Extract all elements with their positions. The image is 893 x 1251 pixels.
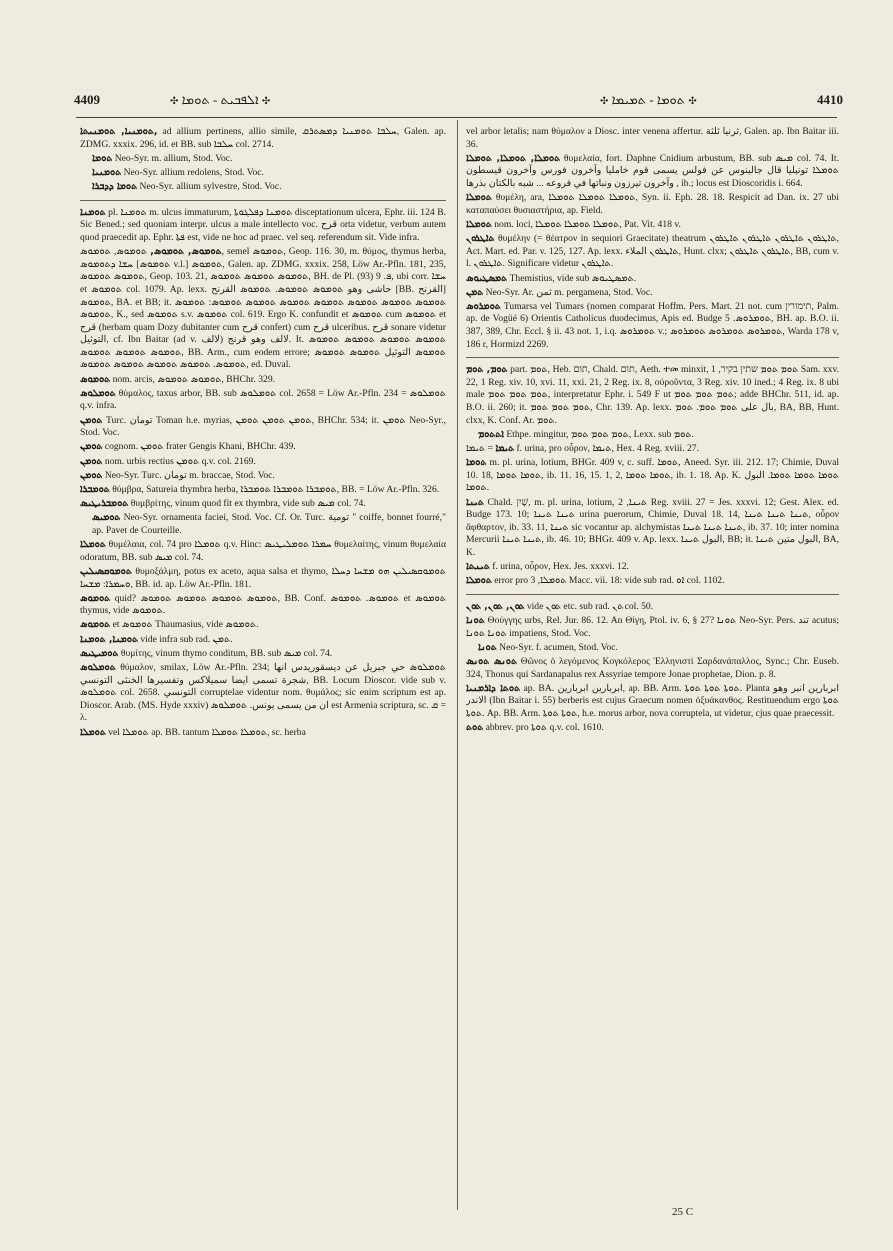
left-column bbox=[80, 126, 446, 1216]
entry-text: Themistius, vide sub ܬܡܣܛܝܘܣ. bbox=[509, 272, 637, 284]
entry-headword: ܬܘܡܠܐ, ܬܘܡܠܐ, ܬܘܡܠܐ bbox=[466, 152, 561, 164]
entry-text: et ܬܘܡܘܣ Thaumasius, vide ܬܘܡܘܣ. bbox=[112, 619, 259, 631]
entry-headword: ܬܝܢܬܐ bbox=[466, 561, 490, 573]
dictionary-entry bbox=[466, 722, 839, 735]
dictionary-entry bbox=[80, 566, 446, 591]
entry-text: Turc. تومان Toman h.e. myrias, ܬܘܡܢ ܬܘܡܢ ܬܘܡܢ, BHChr. 534; it. ܬܘܡܢ Neo-Syr., Stod. Voc. bbox=[80, 414, 446, 439]
entry-headword: ܬܘܡܠܐ bbox=[466, 575, 492, 587]
entry-headword: ܬܝܡܐ bbox=[495, 443, 515, 454]
entry-headword: ܬܘܡܘܣ bbox=[80, 619, 111, 631]
dictionary-entry bbox=[80, 441, 446, 454]
dictionary-entry bbox=[80, 207, 446, 245]
dictionary-entry bbox=[466, 615, 839, 640]
dictionary-entry bbox=[80, 415, 446, 440]
signature-mark: 25 C bbox=[672, 1206, 694, 1218]
entry-text: Neo-Syr. allium redolens, Stod. Voc. bbox=[123, 166, 264, 178]
dictionary-entry bbox=[80, 374, 446, 387]
entry-text: θυμελαία, fort. Daphne Cnidium arbustum, BB. sub ܡܝܣ col. 74. It. ܬܘܡܠܐ تونيليا قال جالينوس عن فولس يسمى قوم خامليا وآخرون فورس وآخرون قيسطون وآخرون تيرزون ونباتها في فروعه ... شبه بالكتان بذرها , ib.; locus est Dioscoridis i. 664. bbox=[466, 152, 839, 189]
running-head-right bbox=[600, 92, 697, 108]
running-head-left bbox=[170, 92, 270, 108]
entry-headword: ܬܘܢܐ bbox=[478, 641, 497, 653]
entry-text: θυμέλη, ara, ܬܘܡܠܐ ܬܘܡܠܐ ܬܘܡܠܐ, Syn. ii. Eph. 28. 18. Respicit ad Dan. ix. 27 ubi καταπαύσει θυσιαστήρια, ap. Field. bbox=[466, 192, 839, 216]
dictionary-entry bbox=[80, 388, 446, 413]
entry-text: quid? ܬܘܡܘܣ ܬܘܡܘܣ ܬܘܡܘܣ ܬܘܡܘܣ, BB. Conf. ܬܘܡܘܣ. ܬܘܡܘܣ et ܬܘܡܘܣ thymus, vide ܬܘܡܘܣ. bbox=[80, 592, 446, 617]
entry-text: ܬܘܡܘܣ, ܬܘܡܘܣ, semel ܬܘܡܘܣ, Geop. 116. 30, m. θύμος, thymus herba, ܚܫܐ ܕܬܘܡܘܣ [ܬܘܡܘܣ v.l.] ܬܘܡܘܣ, Galen. ap. ZDMG. xxxix. 258, Löw Ar.-Pfln. 181, 235, ܬܘܡܘܣ ܬܘܡܘܣ, Geop. 103. 21, ܬܘܡܘܣ ܬܘܡܘܣ ܬܘܡܘܣ, BH. de Pl. ܦ. 9 (93), ubi corr. ܚܫܐ et ܬܘܡܘܣ col. 1079. Ap. lexx. حاشى وهو ܬܘܡܘܣ ܬܘܡܘܣ. ܬܘܡܘܣ القرنح [BB. القرنح] ܬܘܡܘܣ, BA. et BB; it. ܬܘܡܘܣ ܬܘܡܘܣ ܬܘܡܘܣ ܬܘܡܘܣ ܬܘܡܘܣ ܬܘܡܘܣ ܬܘܡܘܣ: ܬܘܡܘܣ ܬܘܡܘܣ, K., sed ܬܘܡܘܣ s.v. ܬܘܡܘܣ col. 619. Ergo K. confundit et ܬܘܡܘܣ cum ܬܘܡܘܣ et قرح (herbam quam Dozy dubitanter cum قرح confert) cum قرح ulceribus. قرح sonare videtur التوثيل, cf. Ibn Baitar (ad v. لالف) لالف وهو قرنج. It. ܬܘܡܘܣ ܬܘܡܘܣ ܬܘܡܘܣ ܬܘܡܘܣ ܬܘܡܘܣ ܬܘܡܘܣ ܬܘܡܘܣ, BB. Arm., cum eodem errore; ܬܘܡܘܣ التوثيل ܬܘܡܘܣ ܬܘܡܘܣ ܬܘܡܘܣ. ܬܘܡܘܣ ܬܘܡܘܣ ܬܘܡܘܣ ܬܘܡܘܣ, ed. Duval. bbox=[80, 246, 446, 371]
entry-headword: ܬܘܡܐ bbox=[92, 152, 113, 164]
dictionary-entry bbox=[80, 167, 446, 180]
entry-headword: ܬܘܡܠܐ bbox=[466, 218, 492, 230]
ornament-icon: ✣ bbox=[170, 96, 179, 107]
entry-headword: ܬܘܡܠܘܣ bbox=[80, 387, 116, 399]
column-divider bbox=[457, 120, 458, 1210]
entry-text: θυμοξάλμη, potus ex aceto, aqua salsa et thymo, ܬܘܡܘܩܣܝܠܝܢ ܗܘ ܡܫܚܐ ܕܚܠܐ ܘܚܡܪܐ: ܡܫܚܐ, BB. id. ap. Löw Ar.-Pfln. 181. bbox=[80, 565, 446, 590]
entry-text: θυμέλην (= θέατρον in sequiori Graecitate) theatrum ܬܐܛܪܘܢ ܬܐܛܪܘܢ ܬܐܛܪܘܢ ܬܐܛܪܘܢ, Act. Mart. ed. Par. v. 125, 127. Ap. lexx. ܬܐܛܪܘܢ الملاء, Hunt. clxx; ܬܐܛܪܘܢ ܬܐܛܪܘܢ, BB, cum v. l. ܬܐܛܪܘܢ. Significare videtur ܬܐܛܪܘܢ. bbox=[466, 233, 839, 270]
dictionary-entry bbox=[466, 575, 839, 588]
entry-headword: ܬܘܡܠܐ bbox=[80, 726, 106, 738]
entry-headword: ܬܘܡܢ bbox=[80, 469, 103, 481]
entry-headword: ܬܘܡܒܪܐ bbox=[80, 483, 110, 495]
entry-text: Ethpe. mingitur, ܬܘܡ ܬܘܡ ܬܘܡ, Lexx. sub ܬܘܡ. bbox=[506, 428, 694, 440]
dictionary-entry bbox=[466, 287, 839, 300]
entry-text: vide infra sub rad. ܬܡܢ. bbox=[140, 633, 233, 645]
entry-text: nom. urbis rectius ܬܘܡܢ q.v. col. 2169. bbox=[104, 455, 256, 467]
dictionary-entry bbox=[466, 497, 839, 560]
entry-text: Neo-Syr. m. allium, Stod. Voc. bbox=[114, 152, 233, 164]
entry-headword: ܬܝܢܐ bbox=[466, 496, 484, 508]
entry-text: Neo-Syr. Ar. ثمن m. pergamena, Stod. Voc. bbox=[485, 286, 653, 298]
entry-text: abbrev. pro ܬܘܬܐ q.v. col. 1610. bbox=[485, 722, 604, 734]
entry-text: cognom. ܬܘܡܢ frater Gengis Khani, BHChr. 439. bbox=[104, 441, 296, 453]
dictionary-entry bbox=[466, 601, 839, 614]
dictionary-entry bbox=[466, 219, 839, 232]
dictionary-entry bbox=[466, 301, 839, 351]
entry-text: ad allium pertinens, allio simile, ܚܠܒܐ ܬܘܡܢܝܐ ܕܡܣܬܪܩ, Galen. ap. ZDMG. xxxix. 296, id. et BB. sub ܚܠܒܐ col. 2714. bbox=[80, 126, 446, 150]
entry-headword: ܬܡܣܛܝܘܣ bbox=[466, 272, 508, 284]
entry-headword: ܬܘܡ, ܬܘܡ bbox=[466, 364, 508, 376]
dictionary-entry bbox=[80, 470, 446, 483]
entry-text: nom. arcis, ܬܘܡܘܣ ܬܘܡܘܣ, BHChr. 329. bbox=[112, 373, 276, 385]
dictionary-entry bbox=[466, 642, 839, 655]
right-column bbox=[466, 126, 839, 1216]
entry-headword: ܬܘܡܝܛܝܣ bbox=[80, 647, 119, 659]
entry-text: Neo-Syr. f. acumen, Stod. Voc. bbox=[499, 641, 618, 653]
dictionary-entry bbox=[80, 662, 446, 725]
entry-text: θυμίτης, vinum thymo conditum, BB. sub ܡܝܣ col. 74. bbox=[120, 647, 333, 659]
dictionary-entry bbox=[80, 456, 446, 469]
entry-text: part. ܬܘܡ, Heb. תום, Chald. תום, Aeth. ተመ minxit, ܬܘܡ ܬܘܡ שתין בקיר, 1 Sam. xxv. 22, 1 Reg. xiv. 10, xvi. 11, xxi. 21, 2 Reg. ix. 8, οὐροῦντα, 3 Reg. xiv. 10 ined.; 4 Reg. ix. 8 ubi male ܬܘܡ ܬܘܡ ܬܘܡ, interpretatur Ephr. i. 549 F ut ܬܘܡ ܬܘܡ ܬܘܡ; adde BHChr. 511, id. ap. B.O. ii. 260; it. ܬܘܡ ܬܘܡ ܬܘܡ, Chr. 139. Ap. lexx. بال على ܬܘܡ ܬܘܡ. ܬܘܡ, BA, BB, Hunt. clxx, K. Conf. Ar. ܬܘܡ. bbox=[466, 364, 839, 426]
entry-headword: ܬܘܡܢܐ, ܬܘܡܢܐ bbox=[80, 633, 139, 645]
entry-text: Θῶνος ὁ λεγόμενος Κογκόλερος Ἑλληνιστὶ Σαρδανάπαλλος, Sync.; Chr. Euseb. 324, Thonus qui Sardanapalus rex Assyriae tempore Jonae prophetae, Dion. p. 8. bbox=[466, 656, 839, 680]
dictionary-entry bbox=[466, 233, 839, 271]
entry-headword: ܬܘܢ, ܬܘܢ, ܬܘܢ bbox=[466, 600, 525, 612]
dictionary-entry bbox=[466, 561, 839, 574]
entry-headword: ܬܘܡܘܣ, ܬܘܡܘܣ, bbox=[150, 246, 222, 258]
entry-text: f. urina, οὖρον, Hex. Jes. xxxvi. 12. bbox=[492, 561, 629, 573]
entry-text: Tumarsa vel Tumars (nomen comparat Hoffm. Pers. Mart. 21 not. cum תימורין, Palm. ap. de Vogüé 6) Orientis Catholicus duodecimus, Apis ed. Budge ܬܘܡܪܘܣ. 5, BH. ap. B.O. ii. 387, 389, Chr. Eccl. § ii. 43 not. 1, i.q. ܬܘܡܪܘܣ v.; ܬܘܡܪܘܣ ܬܘܡܪܘܣ ܬܘܡܪܘܣ, Warda 178 v, 186 r, Hormizd 2269. bbox=[466, 300, 839, 350]
page-number-left: 4409 bbox=[74, 92, 100, 107]
dictionary-entry bbox=[466, 153, 839, 191]
dictionary-entry bbox=[80, 539, 446, 564]
dictionary-entry bbox=[80, 727, 446, 740]
entry-text: vel ܬܘܡܠܐ ap. BB. tantum ܬܘܡܠܐ ܬܘܡܠܐ, sc. herba bbox=[108, 726, 306, 738]
dictionary-entry bbox=[80, 619, 446, 632]
dictionary-entry bbox=[466, 443, 839, 456]
entry-headword: ܬܘܡܘܣ bbox=[80, 373, 111, 385]
dictionary-entry bbox=[80, 512, 446, 537]
entry-text: Neo-Syr. ornamenta faciei, Stod. Voc. Cf. Or. Turc. تومية " coiffe, bonnet fourré," ap. Pavet de Courteille. bbox=[92, 512, 446, 536]
entry-text: Chald. שָׁיִן, m. pl. urina, lotium, ܬܝܢܐ, 2 Reg. xviii. 27 = Jes. xxxvi. 12; Gest. Alex. ed. Budge 173. 10; ܬܝܢܐ ܬܝܢܐ urina puerorum, Chimie, Duval 18. 14, ܬܝܢܐ ܬܝܢܐ ܬܝܢܐ, οὖρον ἄφθαρτον, ib. 33. 11, ܬܝܢܐ sic vocantur ap. alchymistas ܬܝܢܐ ܬܝܢܐ ܬܝܢܐ, ib. 37. 10; inter nomina Mercurii ܬܝܢܐ ܬܝܢܐ, ib. 46. 10; BHGr. 409 v. Ap. lexx. البول ܬܝܢܐ, BB; it. البول متين ܬܝܢܐ, BA, K. bbox=[466, 496, 839, 558]
dictionary-entry bbox=[80, 484, 446, 497]
entry-text: m. pl. urina, lotium, BHGr. 409 v, c. suff. ܬܘܡܐ, Aneed. Syr. iii. 212. 17; Chimie, Duval 10. 18, ܬܘܡܐ ܬܘܡܐ, ib. 11. 16, 15. 1, 2, ܬܘܡܐ ܬܘܡܐ, ib. 1. 18. Ap. K. ܬܘܡܐ ܬܘܡܐ ܬܘܡܐ. البول ܬܘܡܐ. bbox=[466, 457, 839, 494]
entry-headword: ܬܘܡܢܝܐ bbox=[92, 166, 122, 178]
entry-headword: ܬܘܡܐ bbox=[466, 457, 487, 469]
dictionary-entry bbox=[466, 273, 839, 286]
entry-headword: ܬܘܢܣ ܬܘܢܣ bbox=[466, 656, 518, 668]
running-head-left-text: ܐܠܦܒܝܬ - ܬܘܡܐ bbox=[181, 92, 259, 107]
entry-text: Θούγγης urbs, Rel. Jur. 86. 12. An Θίγη, Ptol. iv. 6, § 27? ܬܘܢܐ Neo-Syr. Pers. تند acutus; ܬܘܢܐ ܬܘܢܐ impatiens, Stod. Voc. bbox=[466, 615, 839, 639]
entry-headword: ܬܘܡܢ bbox=[80, 455, 103, 467]
running-head-right-text: ܬܘܡܐ - ܬܡܝܡܐ bbox=[611, 92, 686, 107]
entry-text: θυμέλαια, col. 74 pro ܬܘܡܠܐ q.v. Hinc: ܚܡܪܐ ܬܘܡܠܝܛܝܣ θυμελαίτης, vinum θυμελαία odoratum, BB. sub ܡܝܣ col. 74. bbox=[80, 539, 446, 563]
entry-headword: ܬܘܬܐ ܕܐܪܡܢܝܐ bbox=[466, 682, 521, 694]
entry-text: nom. loci, ܬܘܡܠܐ ܬܘܡܠܐ ܬܘܡܠܐ, Pat. Vit. 418 v. bbox=[494, 218, 681, 230]
entry-text: = ܬܝܡܐ f. urina, pro οὖρον, ܬܝܡܐ, Hex. 4 Reg. xviii. 27. bbox=[466, 443, 699, 454]
entry-headword: ܬܡܢ bbox=[466, 286, 484, 298]
entry-headword: ܬܘܡܠܘܣ bbox=[80, 662, 116, 674]
entry-headword: ܬܘܡܢ bbox=[80, 414, 103, 426]
entry-headword: ܬܘܡܘܣ bbox=[80, 592, 111, 604]
dictionary-entry bbox=[80, 181, 446, 194]
entry-text: θύμαλον, smilax, Löw Ar.-Pfln. 234; ܬܘܡܠܘܣ حي جبريل عن ديسقوريدس انها شجرة تسمى ايضا سميلاكس وتفسيرها الخنثى التونسي, BB. Locum Dioscor. vide sub v. ܬܘܡܠܘܣ col. 2658. التونسي corruptelae videntur nom. θυμάλος; sic enim scriptum est ap. Dioscor. Arab. (MS. Hyde xxxiv) ان من يسمى يونس. ܬܘܡܠܘܣ est Armenia scriptura, sc. ܩ = λ. bbox=[80, 662, 446, 724]
section-rule bbox=[466, 594, 839, 595]
dictionary-entry bbox=[80, 153, 446, 166]
dictionary-entry bbox=[466, 192, 839, 217]
entry-headword: ܬܘܡܐ ܕܕܒܪܐ bbox=[92, 181, 138, 193]
dictionary-entry bbox=[80, 126, 446, 151]
entry-headword: ܬܘܬ bbox=[466, 722, 484, 734]
entry-headword: ܬܘܡܠܐ bbox=[466, 192, 492, 204]
dictionary-entry bbox=[80, 498, 446, 511]
dictionary-entry bbox=[466, 364, 839, 427]
entry-headword: ܬܘܡܒܪܝܛܝܣ bbox=[80, 498, 129, 510]
section-rule bbox=[466, 357, 839, 358]
header-rule bbox=[76, 117, 837, 118]
entry-headword: ܬܘܡܪܘܣ bbox=[466, 300, 501, 312]
entry-text: θύμαλος, taxus arbor, BB. sub ܬܘܡܠܘܣ col. 2658 = Löw Ar.-Pfln. 234 = ܬܘܡܠܘܣ q.v. infra. bbox=[80, 387, 446, 412]
dictionary-entry bbox=[80, 634, 446, 647]
entry-text: error pro ܬܘܡܠܐ, 3 Macc. vii. 18: vide sub rad. ܐܘ col. 1102. bbox=[494, 575, 725, 587]
page-header bbox=[70, 88, 843, 110]
entry-text: Neo-Syr. Turc. تومان m. braccae, Stod. Voc. bbox=[104, 469, 275, 481]
entry-headword: ܬܘܡܢܝܐ, ܬܘܡܢܝܬܐ, bbox=[80, 126, 158, 137]
ornament-icon: ✣ bbox=[261, 96, 271, 107]
entry-headword: ܬܘܢܐ bbox=[466, 615, 485, 627]
dictionary-entry bbox=[466, 126, 839, 151]
entry-headword: ܬܘܡܢ bbox=[80, 441, 103, 453]
entry-text: θυμβρίτης, vinum quod fit ex thymbra, vide sub ܡܝܣ col. 74. bbox=[130, 498, 366, 510]
entry-headword: ܬܘܡܘܩܣܝܠܝܢ bbox=[80, 565, 132, 577]
dictionary-entry bbox=[466, 457, 839, 495]
entry-text: Neo-Syr. allium sylvestre, Stod. Voc. bbox=[139, 181, 282, 193]
entry-headword: ܬܘܡܢܐ bbox=[80, 206, 106, 218]
entry-text: vel arbor letalis; nam θύμαλον a Diosc. inter venena affertur. ثرنيا ثلثة, Galen. ap. Ibn Baitar iii. 36. bbox=[466, 126, 839, 150]
entry-headword: ܬܘܡܠܐ bbox=[80, 539, 106, 551]
entry-headword: ܐܬܬܘܡ bbox=[478, 428, 504, 440]
dictionary-entry bbox=[80, 246, 446, 372]
entry-text: vide ܬܘܢ etc. sub rad. ܬܢ col. 50. bbox=[526, 600, 654, 612]
dictionary-entry bbox=[466, 683, 839, 721]
page-number-right: 4410 bbox=[817, 92, 843, 107]
entry-headword: ܬܐܛܪܘܢ bbox=[466, 233, 495, 245]
section-rule bbox=[80, 200, 446, 201]
entry-text: θύμβρα, Satureia thymbra herba, ܬܘܡܒܪܐ ܬܘܡܒܪܐ ܬܘܡܒܪܐ, BB. = Löw Ar.-Pfln. 326. bbox=[112, 483, 440, 495]
entry-text: ap. BA. ابربارين ابربارين, ap. BB. Arm. ܬܘܬܐ ܬܘܬܐ ܬܘܬܐ. Planta ابربارين انبر وهو الاندر (Ibn Baitar i. 55) berberis est cujus Graecum nomen ὀξυάκανθος. Restituendum ergo ܬܘܬܐ ܬܘܬܐ. Ap. BB. Arm. ܬܘܬܐ ܬܘܬܐ, h.e. morus arbor, nova corruptela, ut videtur, cjus quae praecessit. bbox=[466, 682, 839, 720]
dictionary-entry bbox=[466, 656, 839, 681]
dictionary-entry bbox=[80, 593, 446, 618]
dictionary-entry bbox=[80, 648, 446, 661]
entry-headword: ܬܘܡܝܣ bbox=[92, 512, 121, 524]
entry-text: pl. ܬܘܡܢܐ m. ulcus immaturum, ܬܘܡܢܐ ܕܦܠܓܘܬܐ disceptationum ulcera, Ephr. iii. 124 B. Sic Bened.; sed quoniam interpr. ulcus a male intellecto voc. قرح orta videtur, verbum autem quod praecedit ap. Ephr. ܦܬܐ est, vide ne hoc ad praec. vel seq. referendum sit. Vide infra. bbox=[80, 206, 446, 243]
ornament-icon: ✣ bbox=[600, 96, 609, 107]
ornament-icon: ✣ bbox=[688, 96, 697, 107]
dictionary-entry bbox=[466, 429, 839, 442]
